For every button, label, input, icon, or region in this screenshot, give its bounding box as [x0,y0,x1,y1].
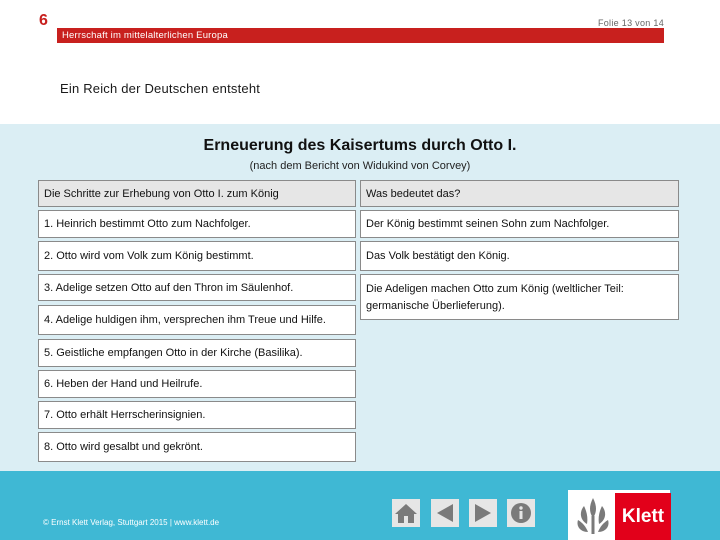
back-icon [435,502,455,524]
step-box: 8. Otto wird gesalbt und gekrönt. [38,432,356,462]
section-title: Ein Reich der Deutschen entsteht [60,81,261,96]
home-button[interactable] [392,499,420,527]
chapter-title-bar [57,28,664,43]
copyright-text: © Ernst Klett Verlag, Stuttgart 2015 | www.klett.de [43,518,220,527]
klett-logo: Klett [615,493,671,540]
info-button[interactable] [507,499,535,527]
step-box: 2. Otto wird vom Volk zum König bestimmt. [38,241,356,271]
meaning-header: Was bedeutet das? [360,180,679,207]
forward-button[interactable] [469,499,497,527]
chapter-number: 6 [39,12,48,29]
steps-header: Die Schritte zur Erhebung von Otto I. zum König [38,180,356,207]
step-box: 5. Geistliche empfangen Otto in der Kirche (Basilika). [38,339,356,367]
slide-counter: Folie 13 von 14 [597,18,664,28]
step-box: 6. Heben der Hand und Heilrufe. [38,370,356,398]
home-icon [394,502,418,524]
meaning-box: Der König bestimmt seinen Sohn zum Nachfolger. [360,210,679,238]
forward-icon [473,502,493,524]
info-icon [510,502,532,524]
back-button[interactable] [431,499,459,527]
page-subtitle: (nach dem Bericht von Widukind von Corvey) [249,160,471,172]
meaning-box: Das Volk bestätigt den König. [360,241,679,271]
klett-emblem-icon [570,494,616,538]
meaning-box: Die Adeligen machen Otto zum König (weltlicher Teil: germanische Überlieferung). [360,274,679,320]
step-box: 4. Adelige huldigen ihm, versprechen ihm Treue und Hilfe. [38,305,356,335]
step-box: 7. Otto erhält Herrscherinsignien. [38,401,356,429]
page-title: Erneuerung des Kaisertums durch Otto I. [203,137,517,154]
step-box: 3. Adelige setzen Otto auf den Thron im Säulenhof. [38,274,356,301]
chapter-title: Herrschaft im mittelalterlichen Europa [62,30,228,41]
step-box: 1. Heinrich bestimmt Otto zum Nachfolger. [38,210,356,238]
